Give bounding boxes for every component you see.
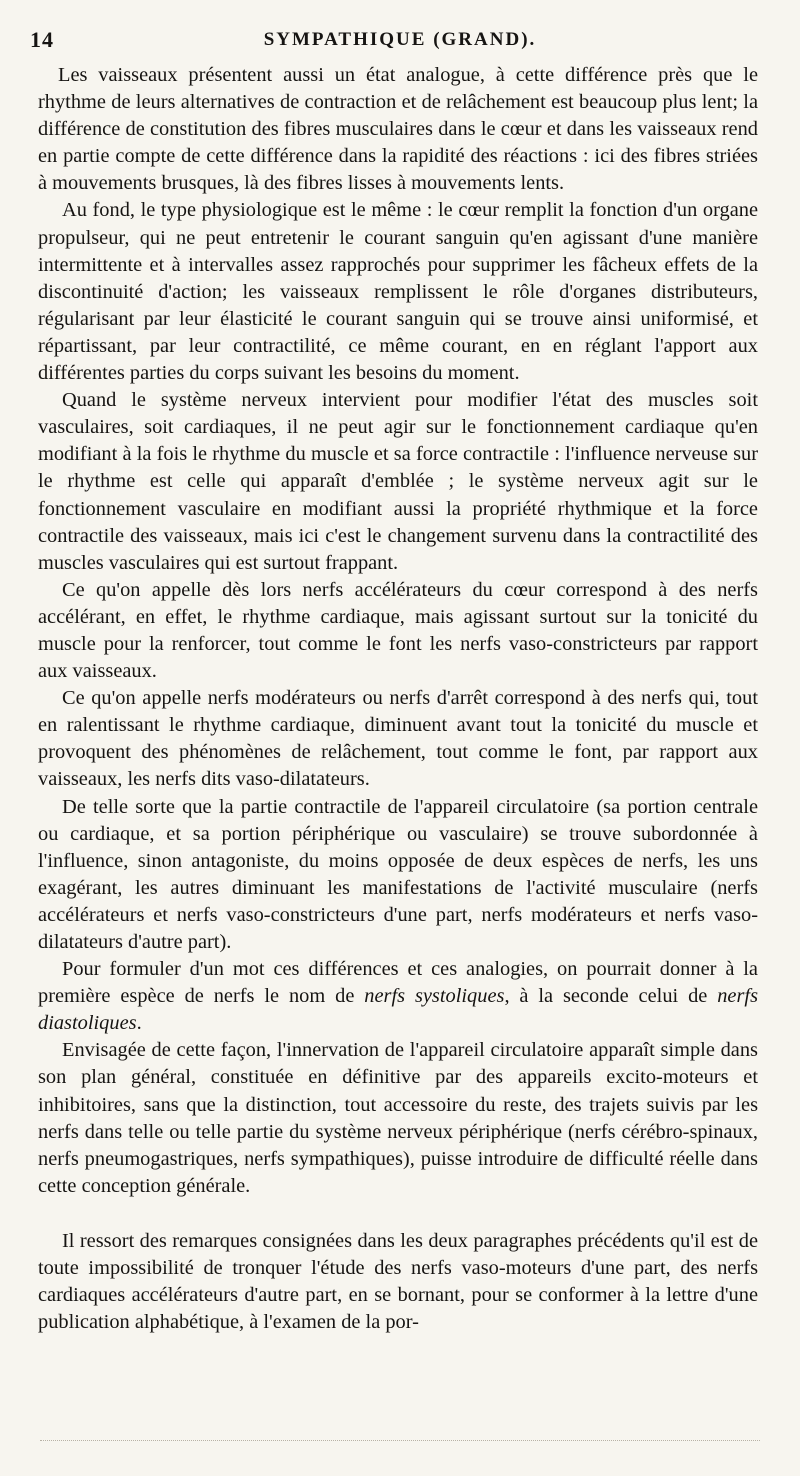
bottom-divider [40, 1440, 760, 1441]
paragraph-physiological-type: Au fond, le type physiologique est le même : le cœur remplit la fonction d'un organe propulseur, qui ne peut entretenir le courant sanguin qu'en agissant d'une manière intermittente et à intervalles assez rapprochés pour supprimer les fâcheux effets de la discontinuité d'action; les vaisseaux remplissent le rôle d'organes distributeurs, régularisant par leur élasticité le courant sanguin qui se trouve ainsi uniformisé, et répartissant, par leur contractilité, ce même courant, en en réglant l'apport aux différentes parties du corps suivant les besoins du moment. [38, 199, 758, 385]
systolic-text-middle: , à la seconde celui de [504, 985, 718, 1008]
page-header [30, 27, 770, 57]
paragraph-systolic-diastolic [38, 956, 758, 1037]
paragraph-nervous-system: Quand le système nerveux intervient pour modifier l'état des muscles soit vasculaires, soit cardiaques, il ne peut agir sur le fonctionnement cardiaque qu'en modifiant à la fois le rhythme du muscle et sa force contractile : l'influence nerveuse sur le rhythme est celle qui apparaît d'emblée ; le système nerveux agit sur le fonctionnement vasculaire en modifiant aussi la propriété rhythmique et la force contractile des vaisseaux, mais ici c'est le changement survenu dans la contractilité des muscles vasculaires qui est surtout frappant. [38, 389, 758, 574]
body-text [38, 62, 758, 1336]
paragraph-vessels: Les vaisseaux présentent aussi un état analogue, à cette différence près que le rhythme de leurs alternatives de contraction et de relâchement est beaucoup plus lent; la différence de constitution des fibres musculaires dans le cœur et dans les vaisseaux rend en partie compte de cette différence dans la rapidité des réactions : ici des fibres striées à mouvements brusques, là des fibres lisses à mouvements lents. [38, 64, 758, 195]
paragraph-innervation: Envisagée de cette façon, l'innervation de l'appareil circulatoire apparaît simple dans son plan général, constituée en définitive par des appareils excito-moteurs et inhibitoires, sans que la distinction, tout accessoire du reste, des trajets suivis par les nerfs dans telle ou telle partie du système nerveux périphérique (nerfs cérébro-spinaux, nerfs pneumogastriques, nerfs sympathiques), puisse introduire de difficulté réelle dans cette conception générale. [38, 1039, 758, 1197]
systolic-text-before: Pour formuler d'un mot ces différences et ces analogies, on pourrait donner à la première espèce de nerfs le nom de [38, 958, 758, 1008]
systolic-term: nerfs systoliques [364, 985, 505, 1008]
diastolic-term: nerfs diastoliques [38, 985, 759, 1035]
systolic-text-after: . [136, 1012, 142, 1035]
paragraph-accelerator-nerves: Ce qu'on appelle dès lors nerfs accélérateurs du cœur correspond à des nerfs accélérant, en effet, le rhythme cardiaque, mais agissant surtout sur la tonicité du muscle pour la renforcer, tout comme le font les nerfs vaso-constricteurs par rapport aux vaisseaux. [38, 578, 758, 683]
paragraph-conclusion: Il ressort des remarques consignées dans les deux paragraphes précédents qu'il est de toute impossibilité de tronquer l'étude des nerfs vaso-moteurs d'une part, des nerfs cardiaques accélérateurs d'autre part, en se bornant, pour se conformer à la lettre d'une publication alphabétique, à l'examen de la por- [38, 1229, 758, 1334]
paragraph-moderator-nerves: Ce qu'on appelle nerfs modérateurs ou nerfs d'arrêt correspond à des nerfs qui, tout en ralentissant le rhythme cardiaque, diminuent avant tout la tonicité du muscle et provoquent des phénomènes de relâchement, tout comme le font, par rapport aux vaisseaux, les nerfs dits vaso-dilatateurs. [38, 687, 758, 791]
paragraph-contractile-part: De telle sorte que la partie contractile de l'appareil circulatoire (sa portion centrale ou cardiaque, et sa portion périphérique ou vasculaire) se trouve subordonnée à l'influence, sinon antagoniste, du moins opposée de deux espèces de nerfs, les uns exagérant, les autres diminuant les manifestations de l'activité musculaire (nerfs accélérateurs et nerfs vaso-constricteurs d'une part, nerfs modérateurs et nerfs vaso-dilatateurs d'autre part). [38, 795, 758, 953]
running-head: SYMPATHIQUE (GRAND). [263, 29, 537, 50]
section-gap [38, 1200, 758, 1228]
page-number: 14 [30, 27, 54, 52]
